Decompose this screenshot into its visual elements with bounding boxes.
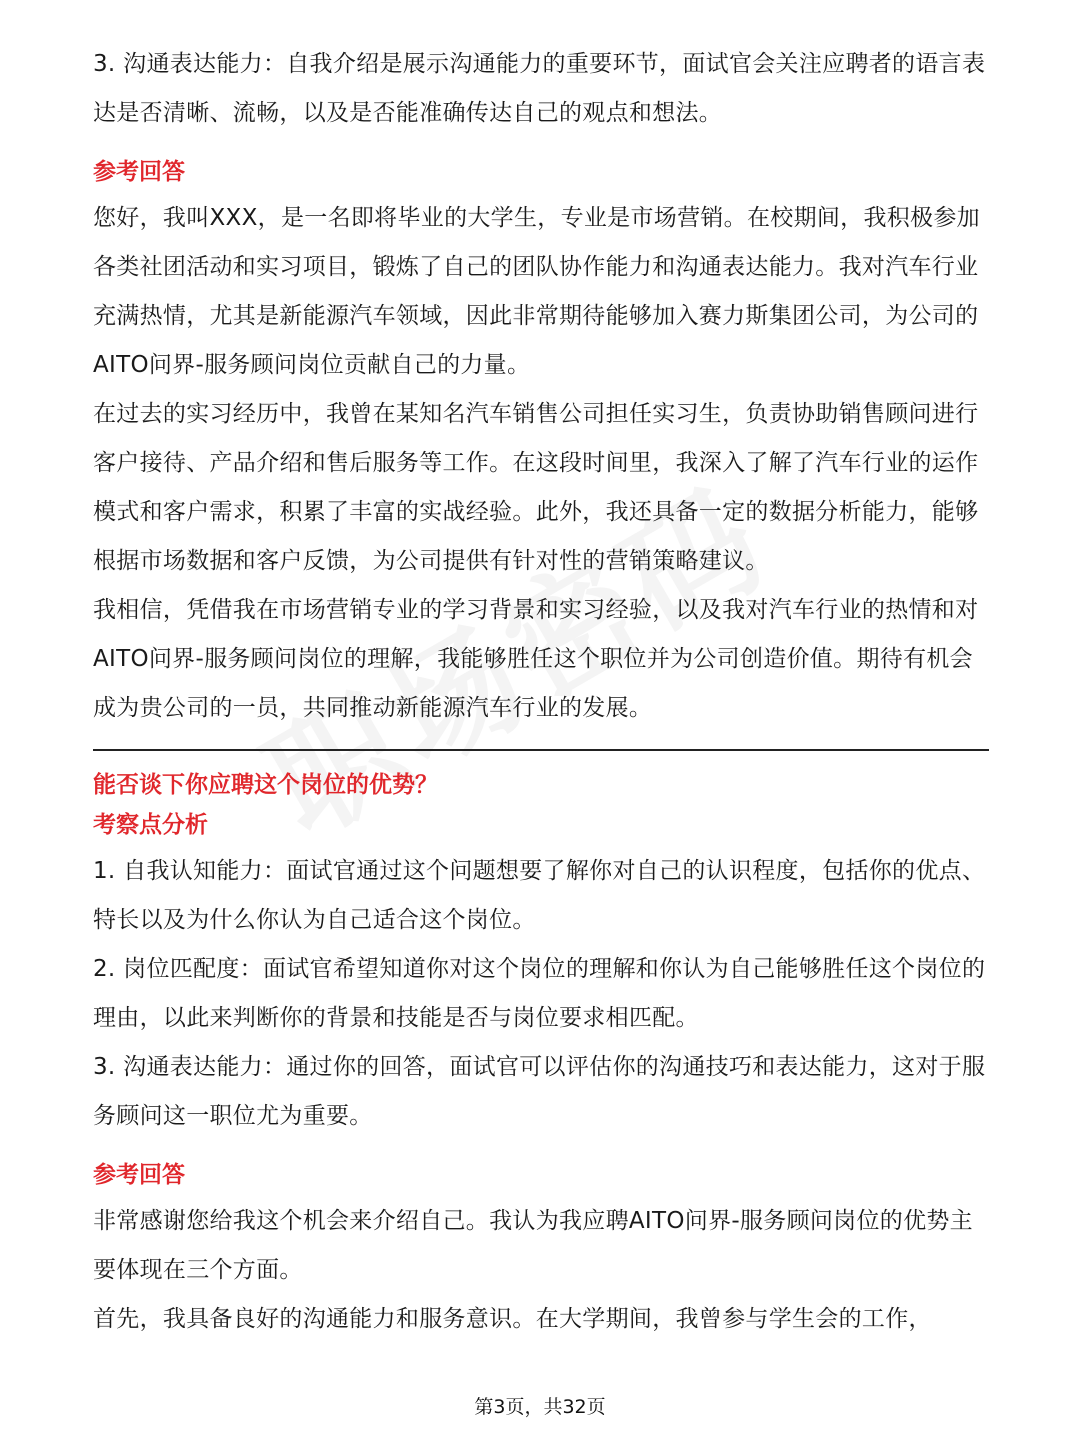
answer-paragraph: 在过去的实习经历中，我曾在某知名汽车销售公司担任实习生，负责协助销售顾问进行客户接待、产品介绍和售后服务等工作。在这段时间里，我深入了解了汽车行业的运作模式和客户需求，积累了丰富的实战经验。此外，我还具备一定的数据分析能力，能够根据市场数据和客户反馈，为公司提供有针对性的营销策略建议。 (93, 401, 979, 574)
reference-answer-label: 参考回答 (93, 159, 185, 185)
analysis-point-3: 3. 沟通表达能力：通过你的回答，面试官可以评估你的沟通技巧和表达能力，这对于服务顾问这一职位尤为重要。 (93, 1054, 986, 1129)
analysis-point-2: 2. 岗位匹配度：面试官希望知道你对这个岗位的理解和你认为自己能够胜任这个岗位的理由，以此来判断你的背景和技能是否与岗位要求相匹配。 (93, 956, 986, 1031)
section-divider (93, 749, 989, 751)
page-number: 第3页，共32页 (474, 1396, 606, 1418)
page-content (93, 40, 989, 1344)
answer-paragraph: 非常感谢您给我这个机会来介绍自己。我认为我应聘AITO问界-服务顾问岗位的优势主要体现在三个方面。 (93, 1208, 973, 1283)
analysis-point-1: 1. 自我认知能力：面试官通过这个问题想要了解你对自己的认识程度，包括你的优点、特长以及为什么你认为自己适合这个岗位。 (93, 858, 986, 933)
answer-paragraph: 您好，我叫XXX，是一名即将毕业的大学生，专业是市场营销。在校期间，我积极参加各类社团活动和实习项目，锻炼了自己的团队协作能力和沟通表达能力。我对汽车行业充满热情，尤其是新能源汽车领域，因此非常期待能够加入赛力斯集团公司，为公司的AITO问界-服务顾问岗位贡献自己的力量。 (93, 205, 980, 378)
answer-paragraph: 首先，我具备良好的沟通能力和服务意识。在大学期间，我曾参与学生会的工作， (93, 1306, 932, 1332)
reference-answer-label: 参考回答 (93, 1162, 185, 1188)
interview-question: 能否谈下你应聘这个岗位的优势？ (93, 772, 438, 798)
analysis-label: 考察点分析 (93, 812, 208, 838)
analysis-point-3: 3. 沟通表达能力：自我介绍是展示沟通能力的重要环节，面试官会关注应聘者的语言表达是否清晰、流畅，以及是否能准确传达自己的观点和想法。 (93, 51, 986, 126)
answer-paragraph: 我相信，凭借我在市场营销专业的学习背景和实习经验，以及我对汽车行业的热情和对AITO问界-服务顾问岗位的理解，我能够胜任这个职位并为公司创造价值。期待有机会成为贵公司的一员，共同推动新能源汽车行业的发展。 (93, 597, 979, 721)
